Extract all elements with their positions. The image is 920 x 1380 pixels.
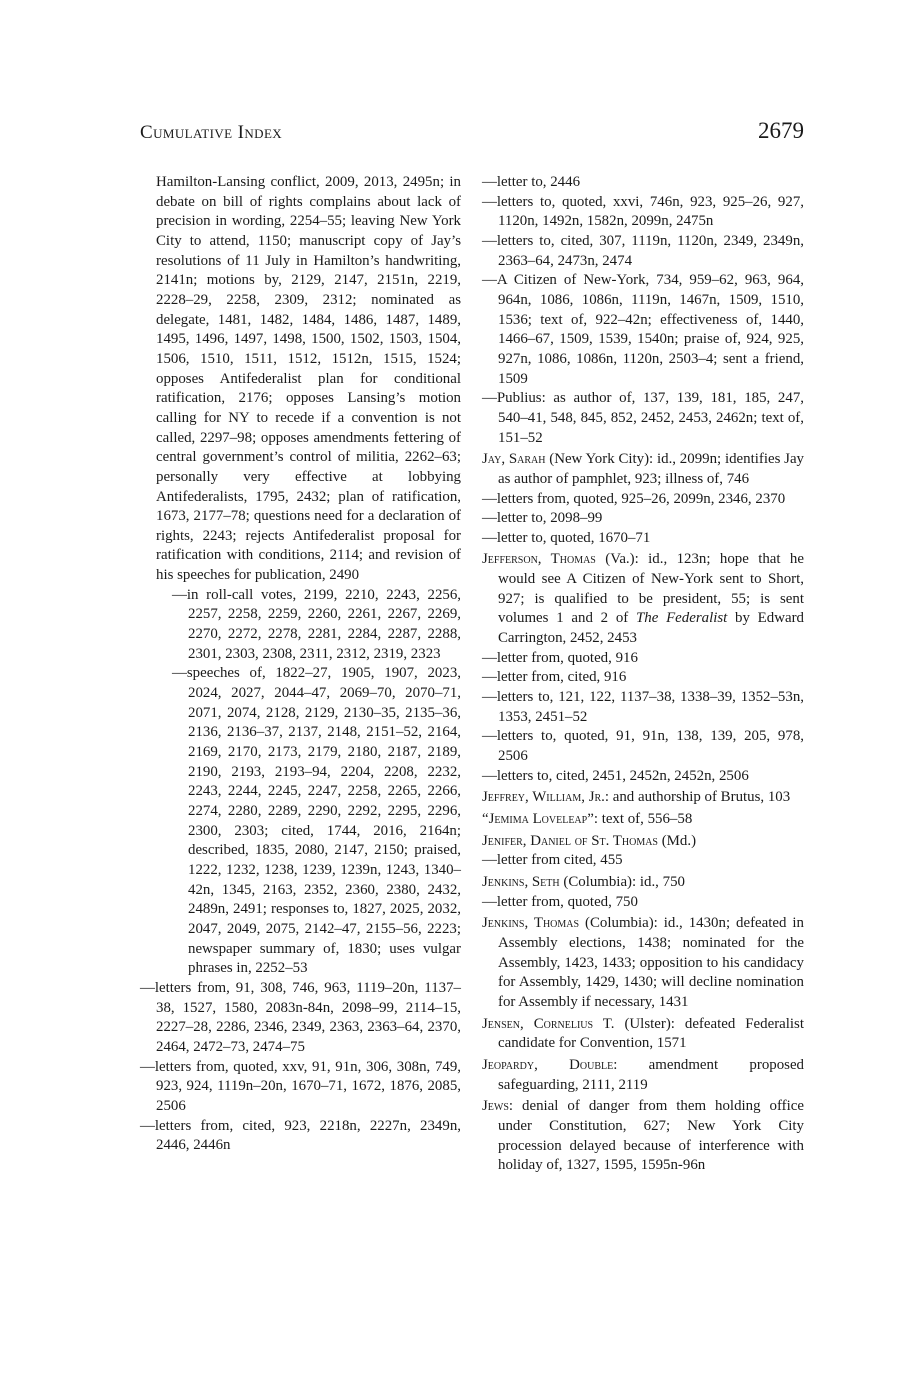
running-head: Cumulative Index	[140, 122, 283, 143]
index-entry-jensen-cornelius	[482, 1015, 804, 1054]
sub-entry: —letter from, quoted, 750	[482, 893, 638, 910]
entry-heading: Jenifer, Daniel of St. Thomas	[482, 832, 658, 849]
entry-heading: Jenkins, Seth	[482, 873, 560, 890]
sub-entry-letters-from-quoted: —letters from, quoted, xxv, 91, 91n, 306, 308n, 749, 923, 924, 1119n–20n, 1670–71, 1672, 1876, 2085, 2506	[140, 1058, 461, 1114]
index-entry-jeffrey-william	[482, 788, 804, 808]
sub-entry: —letter from, cited, 916	[482, 669, 627, 686]
entry-heading: Jeopardy, Double	[482, 1056, 614, 1073]
entry-text: : text of, 556–58	[593, 811, 693, 827]
sub-entry: —letters to, cited, 307, 1119n, 1120n, 2349, 2349n, 2363–64, 2473n, 2474	[482, 232, 804, 269]
sub-entry: —letters from, quoted, 925–26, 2099n, 2346, 2370	[482, 490, 786, 507]
index-entry-jeopardy-double	[482, 1056, 804, 1095]
sub-entry-letters-from-cited: —letters from, cited, 923, 2218n, 2227n, 2349n, 2446, 2446n	[140, 1117, 461, 1154]
sub-entry-roll-call: —in roll-call votes, 2199, 2210, 2243, 2256, 2257, 2258, 2259, 2260, 2261, 2267, 2269, 2270, 2272, 2278, 2281, 2284, 2287, 2288, 2301, 2303, 2308, 2311, 2312, 2319, 2323	[172, 586, 461, 662]
entry-text-tail: by Edward Carrington, 2452, 2453	[498, 610, 804, 647]
entry-text: (Md.)	[658, 832, 697, 849]
entry-text: (New York City): id., 2099n; identifies Jay as author of pamphlet, 923; illness of, 746	[498, 451, 804, 487]
sub-entry-letters-from: —letters from, 91, 308, 746, 963, 1119–20n, 1137–38, 1527, 1580, 2083n-84n, 2098–99, 2114–15, 2227–28, 2286, 2346, 2349, 2363, 2363–64, 2370, 2464, 2472–73, 2474–75	[140, 979, 461, 1055]
index-entry-jay-sarah	[482, 450, 804, 489]
entry-text: : amendment proposed safeguarding, 2111, 2119	[498, 1056, 805, 1093]
index-entry-jefferson-thomas	[482, 550, 804, 648]
sub-entry: —letter to, 2446	[482, 174, 581, 190]
continued-entry: Hamilton-Lansing conflict, 2009, 2013, 2495n; in debate on bill of rights complains about lack of precision in wording, 2254–55; leaving New York City to attend, 1150; manuscript copy of Jay’s resolutions of 11 July in Hamilton’s handwriting, 2141n; motions by, 2129, 2147, 2151n, 2219, 2228–29, 2258, 2309, 2312; nominated as delegate, 1481, 1482, 1484, 1486, 1487, 1489, 1495, 1496, 1497, 1498, 1500, 1502, 1503, 1504, 1506, 1510, 1511, 1512, 1512n, 1515, 1524; opposes Antifederalist plan for conditional ratification, 2176; opposes Lansing’s motion calling for NY to recede if a convention is not called, 2297–98; opposes amendments fettering of central government’s control of militia, 2262–63; personally very effective at lobbying Antifederalists, 1795, 2432; plan of ratification, 1673, 2177–78; questions need for a declaration of rights, 2243; rejects Antifederalist proposal for ratification with conditions, 2114; and revision of his speeches for publication, 2490	[156, 174, 461, 584]
right-column	[482, 173, 804, 1176]
entry-heading: Jensen, Cornelius T.	[482, 1015, 615, 1032]
sub-entry: —A Citizen of New-York, 734, 959–62, 963, 964, 964n, 1086, 1086n, 1119n, 1467n, 1509, 1510, 1536; text of, 922–42n; effectiveness of, 1440, 1466–67, 1509, 1539, 1540n; praise of, 924, 925, 927n, 1086, 1086n, 1120n, 2503–4; sent a friend, 1509	[482, 272, 804, 387]
entry-heading: Jenkins, Thomas	[482, 915, 580, 932]
entry-text: (Va.): id., 123n; hope that he would see A Citizen of New-York sent to Short, 927; is qualified to be president, 55; is sent volumes 1 and 2 of	[498, 551, 804, 627]
entry-heading: Jay, Sarah	[482, 451, 546, 468]
entry-text: (Ulster): defeated Federalist candidate for Convention, 1571	[498, 1015, 804, 1052]
entry-heading: Jefferson, Thomas	[482, 551, 596, 568]
index-entry-jews	[482, 1097, 804, 1176]
sub-entry: —letter to, quoted, 1670–71	[482, 529, 651, 546]
entry-title-italic: The Federalist	[636, 610, 728, 627]
index-entry-jenkins-thomas	[482, 914, 804, 1012]
sub-entry: —letter to, 2098–99	[482, 510, 603, 527]
sub-entry: —letters to, 121, 122, 1137–38, 1338–39, 1352–53n, 1353, 2451–52	[482, 689, 804, 725]
entry-heading: Jeffrey, William, Jr.	[482, 789, 605, 806]
index-entry-jenifer-daniel	[482, 832, 804, 852]
sub-entry: —letters to, cited, 2451, 2452n, 2452n, 2506	[482, 767, 749, 784]
index-entry-jenkins-seth	[482, 873, 804, 893]
entry-text: : denial of danger from them holding office under Constitution, 627; New York City procession delayed because of interference with holiday of, 1327, 1595, 1595n-96n	[498, 1098, 804, 1174]
sub-entry-speeches: —speeches of, 1822–27, 1905, 1907, 2023, 2024, 2027, 2044–47, 2069–70, 2070–71, 2071, 2074, 2128, 2129, 2130–35, 2135–36, 2136, 2136–37, 2137, 2148, 2151–52, 2164, 2169, 2170, 2173, 2179, 2180, 2187, 2189, 2190, 2193, 2193–94, 2204, 2208, 2232, 2243, 2244, 2245, 2247, 2258, 2265, 2266, 2274, 2280, 2289, 2290, 2292, 2295, 2296, 2300, 2303; cited, 1744, 2016, 2164n; described, 1835, 2080, 2147, 2150; praised, 1222, 1232, 1238, 1239, 1239n, 1243, 1340–42n, 1345, 2163, 2352, 2360, 2380, 2432, 2489n, 2491; responses to, 1827, 2025, 2032, 2047, 2049, 2075, 2142–47, 2155–56, 2223; newspaper summary of, 1830; uses vulgar phrases in, 2252–53	[172, 665, 461, 977]
entry-heading: “Jemima Loveleap”	[482, 811, 594, 827]
sub-entry: —letter from, quoted, 916	[482, 649, 638, 666]
entry-text: (Columbia): id., 1430n; defeated in Assembly elections, 1438; nominated for the Assembly, 1423, 1433; opposition to his candidacy for Assembly, 1429, 1430; will decline nomination for Assembly if necessary, 1431	[498, 915, 804, 1010]
page-number: 2679	[758, 118, 804, 143]
entry-text: : and authorship of Brutus, 103	[604, 789, 791, 806]
sub-entry: —letters to, quoted, 91, 91n, 138, 139, 205, 978, 2506	[482, 728, 804, 765]
entry-heading: Jews	[482, 1098, 509, 1115]
page-header	[140, 118, 804, 152]
entry-text: (Columbia): id., 750	[559, 873, 685, 890]
left-column	[140, 173, 461, 1156]
sub-entry: —letter from cited, 455	[482, 852, 623, 869]
index-entry-jemima-loveleap	[482, 810, 804, 830]
sub-entry: —Publius: as author of, 137, 139, 181, 185, 247, 540–41, 548, 845, 852, 2452, 2453, 2462n; text of, 151–52	[482, 390, 804, 446]
sub-entry: —letters to, quoted, xxvi, 746n, 923, 925–26, 927, 1120n, 1492n, 1582n, 2099n, 2475n	[482, 193, 804, 230]
